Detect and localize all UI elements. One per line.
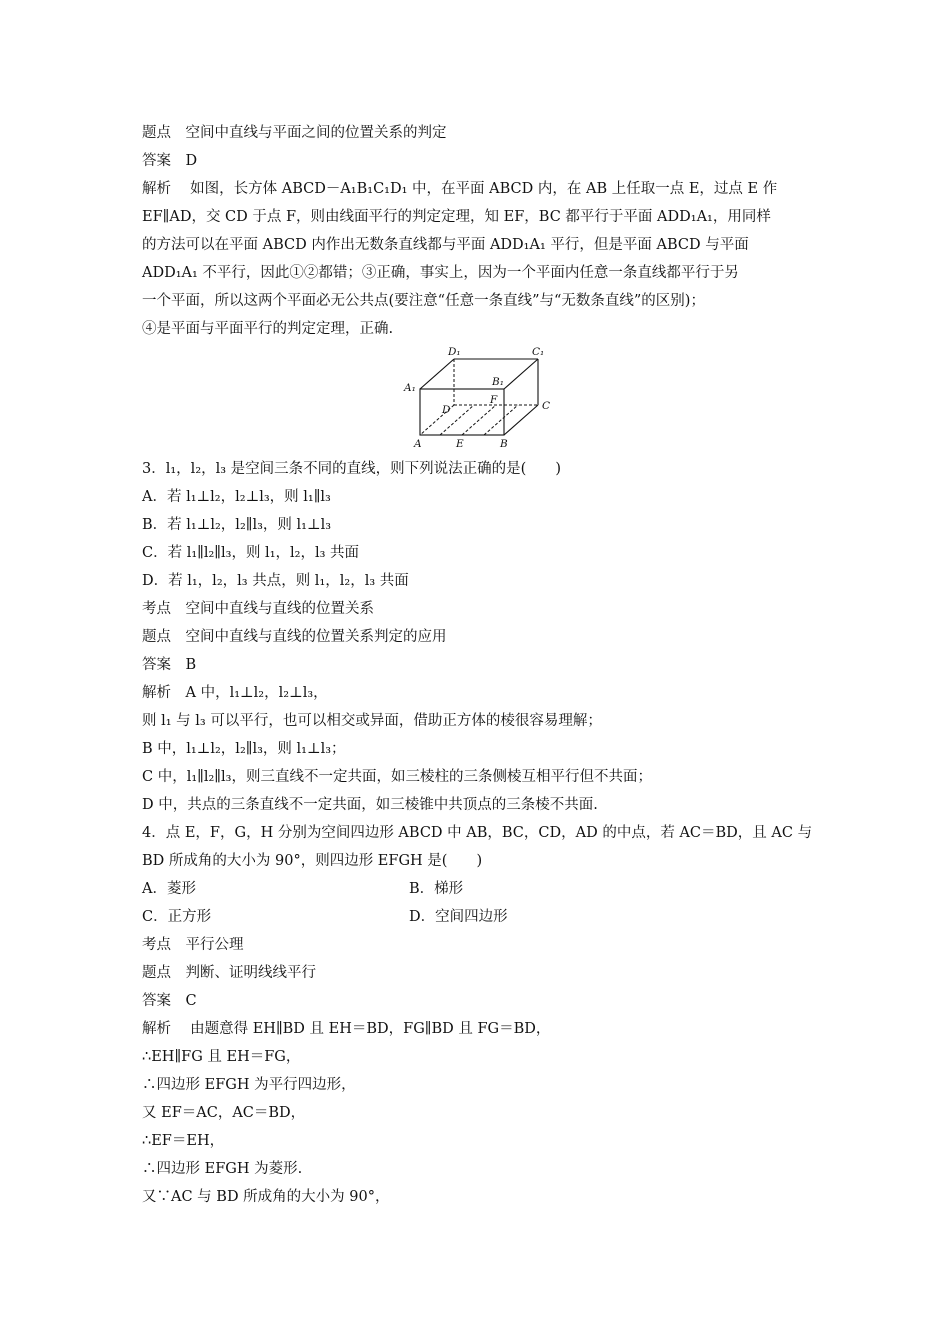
- option-d: D．空间四边形: [409, 909, 508, 925]
- text-line: 考点 平行公理: [142, 937, 244, 953]
- cuboid-diagram: [400, 347, 560, 449]
- text-line: 又 EF＝AC，AC＝BD，: [142, 1105, 306, 1121]
- option-c: C．正方形: [142, 909, 212, 925]
- text-line: ④是平面与平面平行的判定定理，正确.: [142, 321, 394, 337]
- document-page: [142, 119, 822, 1211]
- text-line: 题点 空间中直线与直线的位置关系判定的应用: [142, 629, 447, 645]
- text-line: ∴EH∥FG 且 EH＝FG，: [142, 1049, 301, 1065]
- text-line: 则 l₁ 与 l₃ 可以平行，也可以相交或异面，借助正方体的棱很容易理解；: [142, 713, 602, 729]
- label-a1: A₁: [404, 382, 416, 394]
- option-a: A．若 l₁⊥l₂，l₂⊥l₃，则 l₁∥l₃: [142, 489, 331, 505]
- text-line: 解析 A 中，l₁⊥l₂，l₂⊥l₃，: [142, 685, 328, 701]
- label-b1: B₁: [492, 376, 504, 388]
- label-d1: D₁: [448, 347, 461, 358]
- q4-options-row-2: [142, 903, 822, 931]
- text-line: 又∵AC 与 BD 所成角的大小为 90°，: [142, 1189, 390, 1205]
- option-d: D．若 l₁，l₂，l₃ 共点，则 l₁，l₂，l₃ 共面: [142, 573, 409, 589]
- answer-line: 答案 B: [142, 657, 197, 673]
- text-line: 考点 空间中直线与直线的位置关系: [142, 601, 374, 617]
- cuboid-figure: [142, 347, 822, 449]
- label-e: E: [456, 438, 464, 449]
- text-line: 一个平面，所以这两个平面必无公共点(要注意“任意一条直线”与“无数条直线”的区别)；: [142, 293, 705, 309]
- text-line: 的方法可以在平面 ABCD 内作出无数条直线都与平面 ADD₁A₁ 平行，但是平面 ABCD 与平面: [142, 237, 749, 253]
- option-b: B．梯形: [409, 881, 464, 897]
- question-stem: BD 所成角的大小为 90°，则四边形 EFGH 是( ): [142, 853, 483, 869]
- text-line: 解析 由题意得 EH∥BD 且 EH＝BD，FG∥BD 且 FG＝BD，: [142, 1021, 551, 1037]
- edge-ef: [484, 405, 518, 435]
- text-line: ∴EF＝EH，: [142, 1133, 225, 1149]
- text-line: EF∥AD，交 CD 于点 F，则由线面平行的判定定理，知 EF，BC 都平行于平面 ADD₁A₁，用同样: [142, 209, 771, 225]
- label-f: F: [490, 394, 498, 406]
- q4-options-row-1: [142, 875, 822, 903]
- question-3-block: [142, 455, 822, 875]
- text-line: 解析 如图，长方体 ABCD－A₁B₁C₁D₁ 中，在平面 ABCD 内，在 AB 上任取一点 E，过点 E 作: [142, 181, 778, 197]
- answer-line: 答案 C: [142, 993, 197, 1009]
- text-line: 题点 判断、证明线线平行: [142, 965, 316, 981]
- label-d: D: [442, 404, 451, 416]
- label-b: B: [500, 438, 508, 449]
- label-a: A: [414, 438, 422, 449]
- solution-block-2: [142, 119, 822, 343]
- option-a: A．菱形: [142, 881, 196, 897]
- text-line: ADD₁A₁ 不平行，因此①②都错；③正确，事实上，因为一个平面内任意一条直线都平行于另: [142, 265, 739, 281]
- label-c: C: [542, 400, 551, 412]
- question-stem: 4．点 E，F，G，H 分别为空间四边形 ABCD 中 AB，BC，CD，AD 的中点，若 AC＝BD，且 AC 与: [142, 825, 813, 841]
- text-line: C 中，l₁∥l₂∥l₃，则三直线不一定共面，如三棱柱的三条侧棱互相平行但不共面；: [142, 769, 652, 785]
- question-stem: 3．l₁，l₂，l₃ 是空间三条不同的直线，则下列说法正确的是( ): [142, 461, 561, 477]
- text-line: B 中，l₁⊥l₂，l₂∥l₃，则 l₁⊥l₃；: [142, 741, 346, 757]
- option-b: B．若 l₁⊥l₂，l₂∥l₃，则 l₁⊥l₃: [142, 517, 332, 533]
- text-line: ∴四边形 EFGH 为菱形.: [142, 1161, 303, 1177]
- text-line: ∴四边形 EFGH 为平行四边形，: [142, 1077, 356, 1093]
- text-line: D 中，共点的三条直线不一定共面，如三棱锥中共顶点的三条棱不共面.: [142, 797, 598, 813]
- label-c1: C₁: [532, 347, 545, 358]
- question-4-solution: [142, 931, 822, 1211]
- text-line: 题点 空间中直线与平面之间的位置关系的判定: [142, 125, 447, 141]
- text-line: 答案 D: [142, 153, 198, 169]
- option-c: C．若 l₁∥l₂∥l₃，则 l₁，l₂，l₃ 共面: [142, 545, 360, 561]
